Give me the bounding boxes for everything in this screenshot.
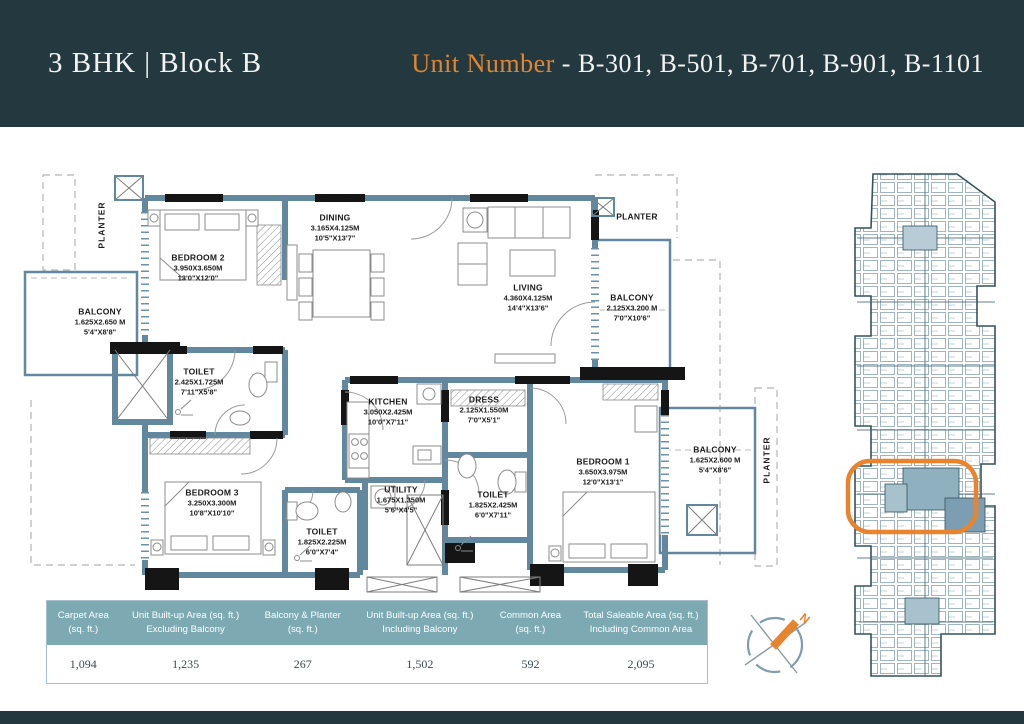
room-label-utility: UTILITY 1.675X1.350M 5'6"X4'5": [376, 484, 426, 515]
room-label-bedroom1: BEDROOM 1 3.650X3.975M 12'0"X13'1": [576, 456, 630, 487]
table-header-cell: Unit Built-up Area (sq. ft.) Excluding Balcony: [132, 610, 240, 635]
room-label-toilet-top: TOILET 2.425X1.725M 7'11"X5'8": [174, 366, 224, 397]
compass-icon: [733, 601, 817, 685]
page-title: 3 BHK | Block B: [48, 47, 263, 79]
room-label-toilet-right: TOILET 1.825X2.425M 6'0"X7'11": [468, 489, 518, 520]
area-table-header-row: [47, 601, 707, 645]
table-header-cell: Common Area (sq. ft.): [499, 610, 562, 635]
table-value-cell: 267: [293, 656, 312, 671]
room-label-planter-tl: PLANTER: [96, 201, 107, 249]
table-value-cell: 2,095: [627, 656, 655, 671]
room-label-planter-tr: PLANTER: [616, 211, 658, 222]
room-label-planter-r: PLANTER: [761, 436, 772, 484]
room-label-living: LIVING 4.360X4.125M 14'4"X13'6": [503, 282, 553, 313]
room-label-toilet-center: TOILET 1.825X2.225M 6'0"X7'4": [297, 526, 347, 557]
room-label-kitchen: KITCHEN 3.050X2.425M 10'0"X7'11": [363, 396, 413, 427]
room-label-dress: DRESS 2.125X1.550M 7'0"X5'1": [459, 394, 509, 425]
compass-north-label: N: [797, 610, 813, 627]
table-header-cell: Total Saleable Area (sq. ft.) Including Common Area: [583, 610, 699, 635]
room-label-bedroom2: BEDROOM 2 3.950X3.650M 13'0"X12'0": [171, 252, 225, 283]
unit-number-values: - B-301, B-501, B-701, B-901, B-1101: [554, 48, 984, 78]
table-header-cell: Balcony & Planter (sq. ft.): [264, 610, 341, 635]
area-table: [46, 600, 708, 684]
room-label-bedroom3: BEDROOM 3 3.250X3.300M 10'8"X10'10": [185, 487, 239, 518]
dining-table: [287, 245, 384, 320]
table-header-cell: Unit Built-up Area (sq. ft.) Including Balcony: [366, 610, 474, 635]
footer-bar: [0, 711, 1024, 724]
area-table-value-row: [47, 645, 707, 683]
room-label-balcony-left: BALCONY 1.625X2.650 M 5'4"X8'8": [74, 306, 126, 337]
room-label-dining: DINING 3.165X4.125M 10'5"X13'7": [310, 212, 360, 243]
unit-number-label: Unit Number: [411, 48, 555, 78]
table-header-cell: Carpet Area (sq. ft.): [57, 610, 109, 635]
table-value-cell: 1,502: [406, 656, 434, 671]
page-header: [0, 0, 1024, 127]
room-label-balcony-right: BALCONY 2.125X3.200 M 7'0"X10'6": [606, 292, 658, 323]
table-value-cell: 1,094: [69, 656, 97, 671]
table-value-cell: 592: [521, 656, 540, 671]
table-value-cell: 1,235: [172, 656, 200, 671]
unit-numbers-line: [411, 49, 984, 79]
floor-plan-drawing: [15, 150, 805, 595]
key-plan: [845, 168, 1017, 690]
room-label-balcony-br: BALCONY 1.625X2.600 M 5'4"X8'6": [689, 444, 741, 475]
